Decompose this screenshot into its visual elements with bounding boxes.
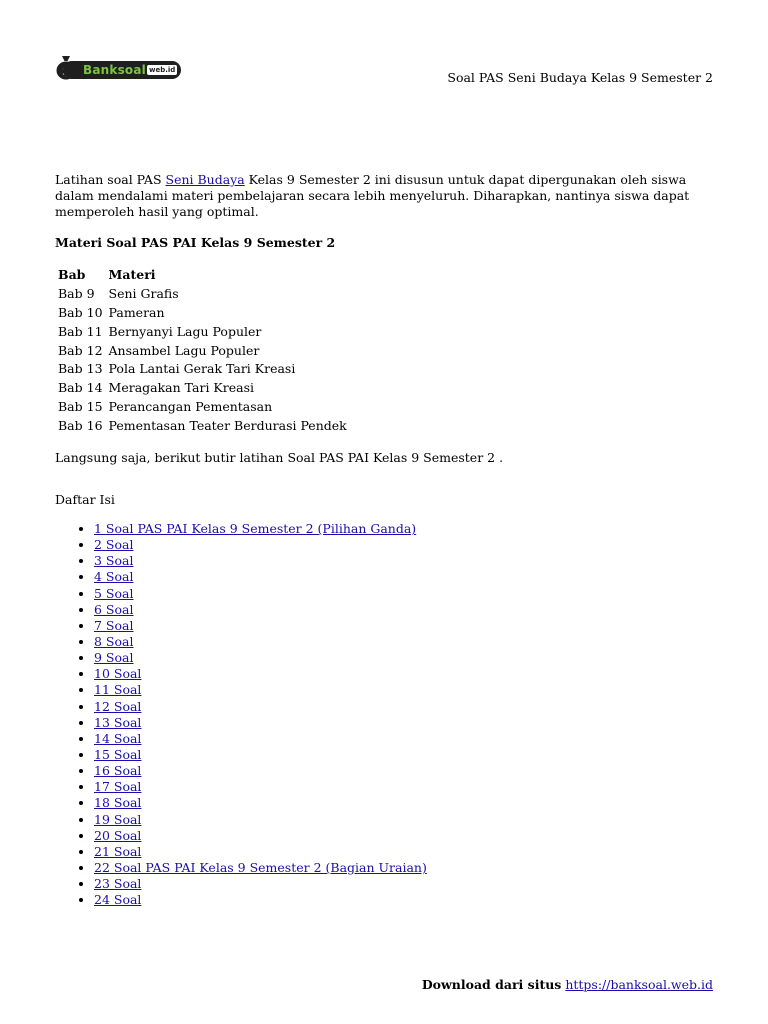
toc-item	[94, 795, 427, 811]
materi-cell: Pola Lantai Gerak Tari Kreasi	[108, 361, 296, 377]
bab-cell: Bab 16	[58, 418, 103, 434]
toc-link[interactable]: 3 Soal	[94, 553, 134, 569]
toc-title: Daftar Isi	[55, 492, 115, 507]
toc-link[interactable]: 11 Soal	[94, 682, 142, 698]
toc-link[interactable]: 17 Soal	[94, 779, 142, 795]
toc-link[interactable]: 4 Soal	[94, 569, 134, 585]
bab-cell: Bab 9	[58, 285, 95, 301]
toc-item	[94, 876, 427, 892]
toc-item	[94, 618, 427, 634]
toc-link[interactable]: 18 Soal	[94, 795, 142, 811]
toc-link[interactable]: 22 Soal PAS PAI Kelas 9 Semester 2 (Bagian Uraian)	[94, 859, 427, 875]
table-row	[55, 341, 350, 360]
materi-table	[55, 265, 350, 435]
bab-cell: Bab 14	[58, 380, 103, 396]
table-header-row	[55, 265, 350, 284]
intro-text-before: Latihan soal PAS	[55, 172, 166, 187]
materi-cell: Seni Grafis	[108, 285, 179, 301]
toc-item	[94, 715, 427, 731]
bab-cell: Bab 15	[58, 399, 103, 415]
toc-item	[94, 860, 427, 876]
bab-cell: Bab 12	[58, 342, 103, 358]
toc-item	[94, 569, 427, 585]
logo-brand-text: Banksoal	[83, 63, 146, 77]
toc-item	[94, 666, 427, 682]
materi-cell: Pameran	[108, 304, 165, 320]
seni-budaya-link[interactable]: Seni Budaya	[165, 172, 245, 187]
toc-item	[94, 731, 427, 747]
toc-item	[94, 521, 427, 537]
toc-item	[94, 537, 427, 553]
toc-link[interactable]: 23 Soal	[94, 876, 142, 892]
toc-item	[94, 650, 427, 666]
toc-item	[94, 779, 427, 795]
closing-paragraph: Langsung saja, berikut butir latihan Soal PAS PAI Kelas 9 Semester 2 .	[55, 450, 504, 465]
intro-text-after: Kelas 9 Semester 2 ini disusun untuk dapat dipergunakan oleh siswa dalam mendalami materi pembelajaran secara lebih menyeluruh. Diharapkan, nantinya siswa dapat memperoleh hasil yang optimal.	[55, 172, 690, 219]
toc-link[interactable]: 7 Soal	[94, 617, 134, 633]
toc-item	[94, 586, 427, 602]
toc-link[interactable]: 20 Soal	[94, 827, 142, 843]
toc-link[interactable]: 15 Soal	[94, 746, 142, 762]
toc-link[interactable]: 6 Soal	[94, 601, 134, 617]
materi-cell: Bernyanyi Lagu Populer	[108, 323, 262, 339]
toc-link[interactable]: 8 Soal	[94, 633, 134, 649]
toc-link[interactable]: 1 Soal PAS PAI Kelas 9 Semester 2 (Pilihan Ganda)	[94, 521, 417, 536]
toc-link[interactable]: 16 Soal	[94, 763, 142, 779]
materi-cell: Perancangan Pementasan	[108, 399, 273, 415]
bab-cell: Bab 10	[58, 304, 103, 320]
toc-item	[94, 602, 427, 618]
toc-item	[94, 747, 427, 763]
toc-link[interactable]: 5 Soal	[94, 585, 134, 601]
logo-brand-tag: web.id	[149, 66, 176, 74]
toc-item	[94, 699, 427, 715]
table-row	[55, 303, 350, 322]
table-row	[55, 378, 350, 397]
toc-link[interactable]: 13 Soal	[94, 714, 142, 730]
site-logo[interactable]	[55, 52, 183, 82]
toc-list	[55, 521, 427, 908]
intro-paragraph	[55, 172, 715, 220]
column-header-materi: Materi	[108, 266, 156, 282]
toc-link[interactable]: 14 Soal	[94, 730, 142, 746]
toc-link[interactable]: 12 Soal	[94, 698, 142, 714]
toc-link[interactable]: 2 Soal	[94, 537, 134, 553]
toc-item	[94, 844, 427, 860]
toc-item	[94, 828, 427, 844]
materi-heading: Materi Soal PAS PAI Kelas 9 Semester 2	[55, 235, 336, 250]
toc-item	[94, 553, 427, 569]
toc-item	[94, 892, 427, 908]
table-row	[55, 416, 350, 435]
table-row	[55, 322, 350, 341]
toc-item	[94, 812, 427, 828]
toc-item	[94, 682, 427, 698]
bab-cell: Bab 11	[58, 323, 103, 339]
footer-label: Download dari situs	[421, 977, 562, 992]
table-row	[55, 397, 350, 416]
bab-cell: Bab 13	[58, 361, 103, 377]
toc-link[interactable]: 19 Soal	[94, 811, 142, 827]
page-header-title: Soal PAS Seni Budaya Kelas 9 Semester 2	[447, 70, 713, 85]
toc-item	[94, 763, 427, 779]
materi-cell: Ansambel Lagu Populer	[108, 342, 260, 358]
footer-site-link[interactable]: https://banksoal.web.id	[565, 977, 713, 992]
toc-link[interactable]: 24 Soal	[94, 892, 142, 908]
toc-item	[94, 634, 427, 650]
materi-cell: Meragakan Tari Kreasi	[108, 380, 255, 396]
page-footer	[422, 977, 713, 992]
table-row	[55, 359, 350, 378]
toc-link[interactable]: 10 Soal	[94, 666, 142, 682]
toc-link[interactable]: 21 Soal	[94, 843, 142, 859]
toc-link[interactable]: 9 Soal	[94, 650, 134, 666]
column-header-bab: Bab	[58, 266, 86, 282]
table-row	[55, 284, 350, 303]
materi-cell: Pementasan Teater Berdurasi Pendek	[108, 418, 347, 434]
